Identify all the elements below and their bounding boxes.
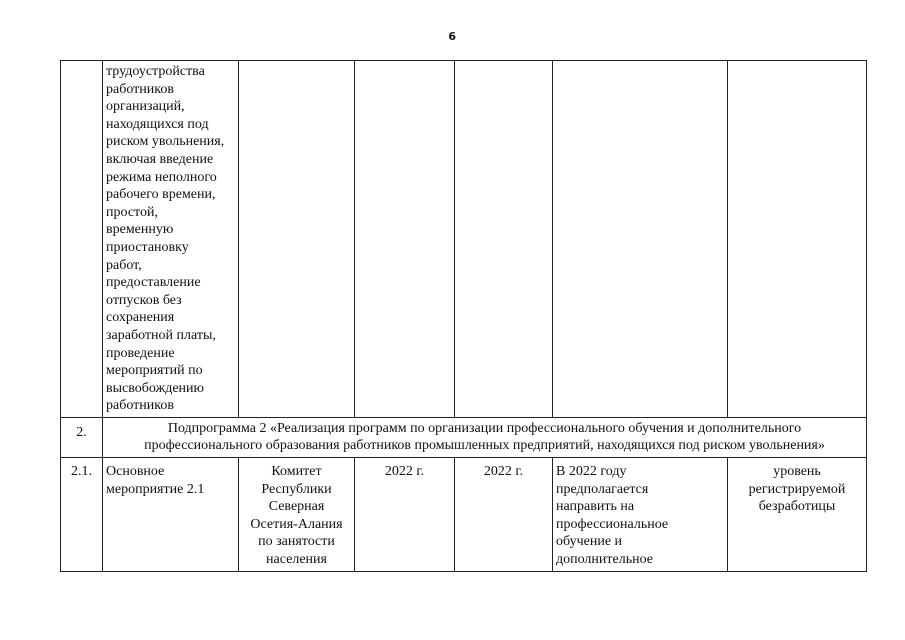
page-number: 6 bbox=[448, 30, 457, 43]
executor-line: населения bbox=[266, 552, 327, 568]
executor-line: Республики bbox=[261, 481, 332, 497]
row-number-cell: 2.1. bbox=[61, 458, 103, 572]
indicator-cell bbox=[728, 458, 867, 572]
measure-name-line: режима неполного bbox=[106, 169, 217, 185]
measure-name-line: риском увольнения, bbox=[106, 134, 225, 150]
table-row bbox=[61, 458, 867, 572]
measure-name-line: трудоустройства bbox=[106, 64, 205, 79]
indicator-cell bbox=[728, 61, 867, 418]
measure-name-line: мероприятий по bbox=[106, 363, 203, 379]
subprogram-title-cell bbox=[103, 417, 867, 457]
expected-result-line: В 2022 году bbox=[556, 464, 627, 480]
executor-cell bbox=[239, 458, 355, 572]
executor-line: Осетия-Алания bbox=[250, 516, 343, 532]
measure-name-line: предоставление bbox=[106, 275, 201, 291]
measure-name-line: отпусков без bbox=[106, 292, 182, 308]
subprogram-title-line: Подпрограмма 2 «Реализация программ по организации профессионального обучения и дополнительного bbox=[167, 420, 802, 436]
measure-name-line: Основное bbox=[106, 464, 165, 480]
expected-result-line: направить на bbox=[556, 499, 635, 515]
measure-name-cell bbox=[103, 458, 239, 572]
table-row bbox=[61, 417, 867, 457]
expected-result-line: профессиональное bbox=[556, 516, 669, 532]
row-number-cell: 2. bbox=[61, 417, 103, 457]
measure-name-line: приостановку bbox=[106, 239, 189, 255]
measure-name-line: работ, bbox=[106, 257, 142, 273]
executor-line: по занятости bbox=[258, 534, 335, 550]
measure-name-line: сохранения bbox=[106, 310, 175, 326]
measure-name-line: высвобождению bbox=[106, 380, 204, 396]
expected-result-line: предполагается bbox=[556, 481, 649, 497]
measure-name-cell bbox=[103, 61, 239, 418]
expected-result-line: обучение и bbox=[556, 534, 623, 550]
executor-cell bbox=[239, 61, 355, 418]
table-row bbox=[61, 61, 867, 418]
expected-result-cell bbox=[553, 458, 728, 572]
measure-name-line: рабочего времени, bbox=[106, 187, 216, 203]
measure-name-line: включая введение bbox=[106, 151, 214, 167]
executor-line: Комитет bbox=[271, 464, 322, 480]
row-number-cell bbox=[61, 61, 103, 418]
indicator-line: регистрируемой bbox=[748, 481, 846, 497]
start-date-cell bbox=[355, 61, 455, 418]
executor-line: Северная bbox=[268, 499, 325, 515]
measure-name-line: работников bbox=[106, 398, 174, 414]
measure-name-line: временную bbox=[106, 222, 174, 238]
measure-name-line: простой, bbox=[106, 204, 158, 220]
end-date-cell: 2022 г. bbox=[455, 458, 553, 572]
indicator-line: уровень bbox=[773, 464, 821, 480]
measure-name-line: мероприятие 2.1 bbox=[106, 481, 205, 497]
measure-name-line: находящихся под bbox=[106, 116, 209, 132]
measure-name-line: работников bbox=[106, 81, 174, 97]
expected-result-cell bbox=[553, 61, 728, 418]
measures-table bbox=[60, 60, 867, 572]
indicator-line: безработицы bbox=[758, 499, 836, 515]
start-date-cell: 2022 г. bbox=[355, 458, 455, 572]
end-date-cell bbox=[455, 61, 553, 418]
subprogram-title-line: профессионального образования работников промышленных предприятий, находящихся под риском увольнения» bbox=[144, 438, 825, 454]
measure-name-line: заработной платы, bbox=[106, 327, 216, 343]
expected-result-line: дополнительное bbox=[556, 552, 653, 568]
measure-name-line: проведение bbox=[106, 345, 175, 361]
measure-name-line: организаций, bbox=[106, 99, 185, 115]
